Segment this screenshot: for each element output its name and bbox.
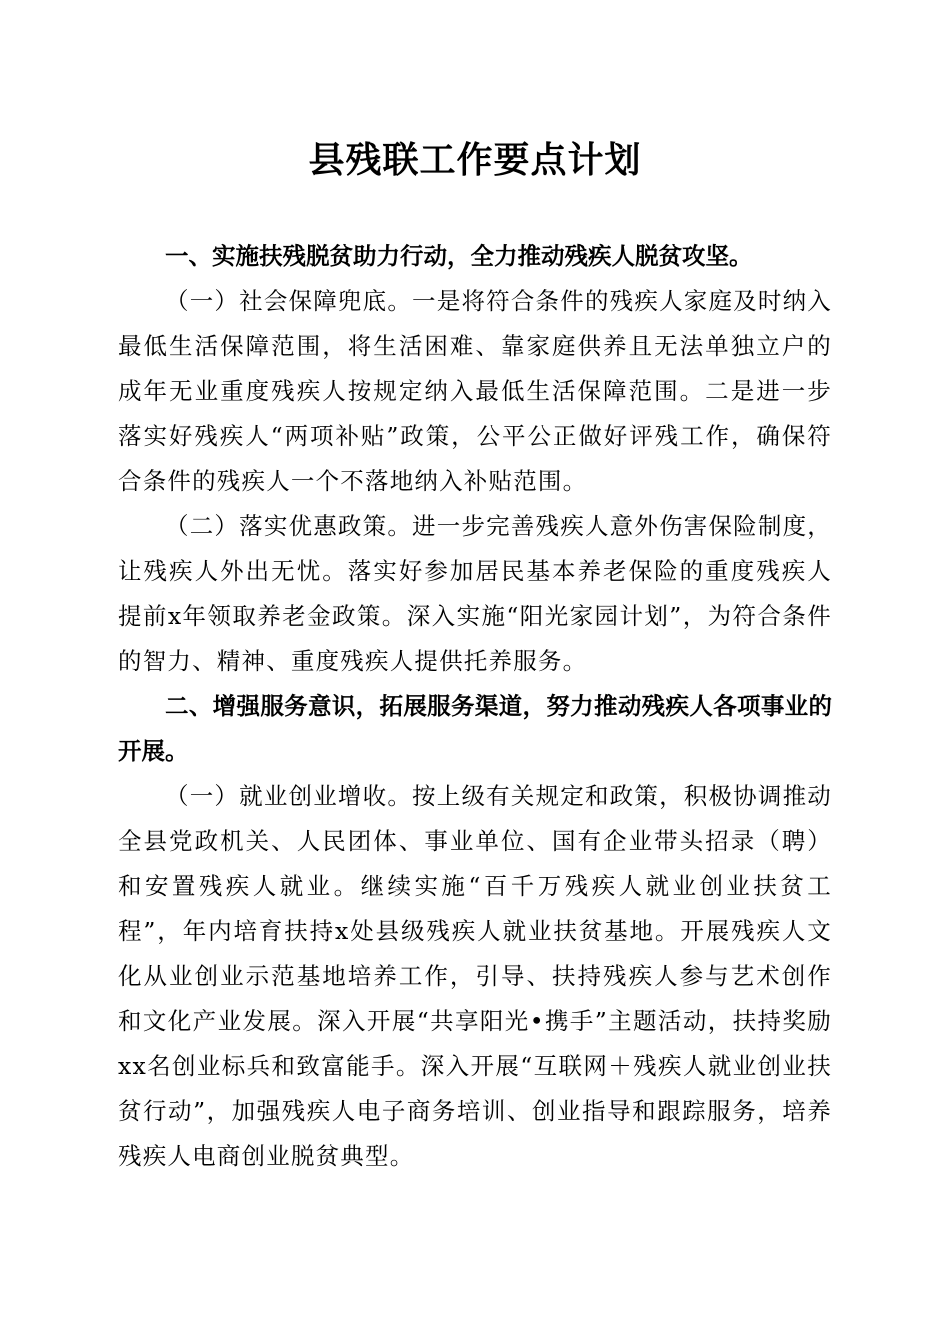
section-2 (118, 684, 832, 1179)
section-2-heading: 二、增强服务意识，拓展服务渠道，努力推动残疾人各项事业的开展。 (118, 692, 832, 765)
section-1-heading: 一、实施扶残脱贫助力行动，全力推动残疾人脱贫攻坚。 (165, 242, 753, 270)
document-title: 县残联工作要点计划 (308, 139, 642, 181)
section-1-paragraph-2: （二）落实优惠政策。进一步完善残疾人意外伤害保险制度，让残疾人外出无忧。落实好参加居民基本养老保险的重度残疾人提前x年领取养老金政策。深入实施“阳光家园计划”，为符合条件的智力、精神、重度残疾人提供托养服务。 (118, 512, 832, 675)
section-2-paragraph-1: （一）就业创业增收。按上级有关规定和政策，积极协调推动全县党政机关、人民团体、事业单位、国有企业带头招录（聘）和安置残疾人就业。继续实施“百千万残疾人就业创业扶贫工程”，年内培育扶持x处县级残疾人就业扶贫基地。开展残疾人文化从业创业示范基地培养工作，引导、扶持残疾人参与艺术创作和文化产业发展。深入开展“共享阳光•携手”主题活动，扶持奖励xx名创业标兵和致富能手。深入开展“互联网＋残疾人就业创业扶贫行动”，加强残疾人电子商务培训、创业指导和跟踪服务，培养残疾人电商创业脱贫典型。 (118, 782, 832, 1170)
section-1 (118, 234, 832, 684)
section-1-paragraph-1: （一）社会保障兜底。一是将符合条件的残疾人家庭及时纳入最低生活保障范围，将生活困难、靠家庭供养且无法单独立户的成年无业重度残疾人按规定纳入最低生活保障范围。二是进一步落实好残疾人“两项补贴”政策，公平公正做好评残工作，确保符合条件的残疾人一个不落地纳入补贴范围。 (118, 287, 832, 495)
